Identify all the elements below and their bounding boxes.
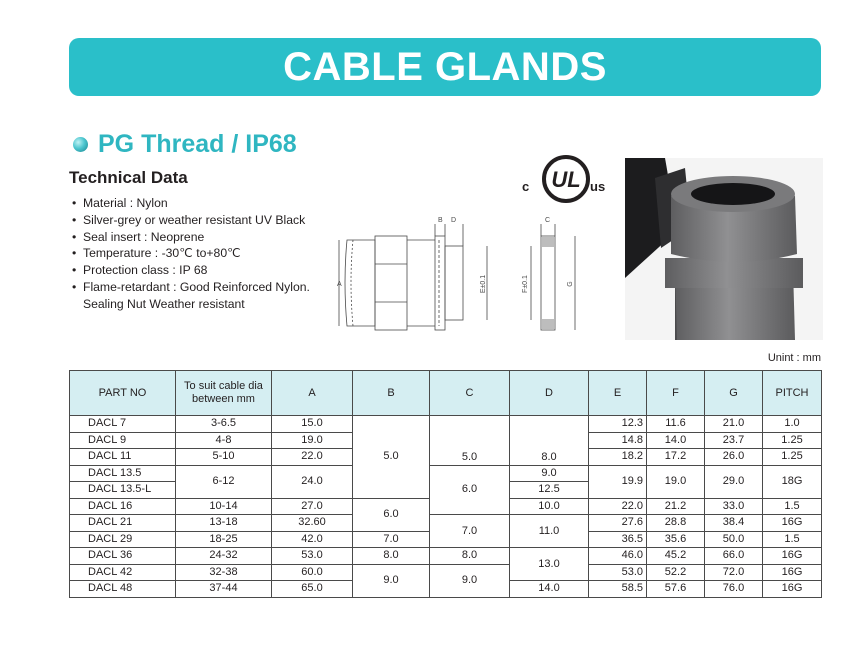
cell-a: 27.0 <box>272 498 353 515</box>
dimension-c-label: C <box>545 217 551 224</box>
bullet-icon: • <box>72 246 77 261</box>
cell-d: 10.0 <box>510 498 589 515</box>
cell-a: 22.0 <box>272 449 353 466</box>
cell-cable-dia: 6-12 <box>176 465 272 498</box>
cell-a: 24.0 <box>272 465 353 498</box>
column-header-d: D <box>510 371 589 416</box>
table-row <box>70 564 822 581</box>
dimension-table <box>69 370 822 598</box>
cell-pitch: 1.25 <box>763 432 822 449</box>
cell-b: 8.0 <box>353 548 430 565</box>
technical-data-heading: Technical Data <box>69 168 188 187</box>
cell-pitch: 1.25 <box>763 449 822 466</box>
cell-g: 76.0 <box>705 581 763 598</box>
drawing-thread-outline <box>445 246 463 320</box>
cell-g: 72.0 <box>705 564 763 581</box>
cell-part-no: DACL 9 <box>70 432 176 449</box>
cell-cable-dia: 3-6.5 <box>176 416 272 433</box>
cell-a: 53.0 <box>272 548 353 565</box>
cell-a: 15.0 <box>272 416 353 433</box>
cell-f: 21.2 <box>647 498 705 515</box>
ul-us-label: us <box>590 179 606 194</box>
table-row <box>70 515 822 532</box>
ul-c-label: c <box>522 179 530 194</box>
product-photo <box>625 158 823 340</box>
cell-f: 11.6 <box>647 416 705 433</box>
column-header-g: G <box>705 371 763 416</box>
spec-item-continuation: Sealing Nut Weather resistant <box>83 296 245 311</box>
drawing-cap-outline <box>345 240 375 326</box>
cell-d: 13.0 <box>510 548 589 581</box>
cell-d: 8.0 <box>510 416 589 466</box>
cell-a: 42.0 <box>272 531 353 548</box>
column-header-part-no: PART NO <box>70 371 176 416</box>
column-header-a: A <box>272 371 353 416</box>
cell-pitch: 1.0 <box>763 416 822 433</box>
page-title: CABLE GLANDS <box>283 45 607 89</box>
cell-g: 33.0 <box>705 498 763 515</box>
cell-a: 32.60 <box>272 515 353 532</box>
spec-item: • Silver-grey or weather resistant UV Black <box>72 212 306 227</box>
cell-part-no: DACL 16 <box>70 498 176 515</box>
cell-pitch: 16G <box>763 515 822 532</box>
column-header-b: B <box>353 371 430 416</box>
cell-c: 5.0 <box>430 416 510 466</box>
dimension-b-label: B <box>438 217 443 224</box>
photo-seal-opening <box>691 183 775 205</box>
cell-cable-dia: 10-14 <box>176 498 272 515</box>
cell-cable-dia: 32-38 <box>176 564 272 581</box>
cell-e: 36.5 <box>589 531 647 548</box>
photo-nut <box>665 258 803 288</box>
cell-cable-dia: 18-25 <box>176 531 272 548</box>
cell-b: 9.0 <box>353 564 430 597</box>
cell-g: 66.0 <box>705 548 763 565</box>
spec-item: • Material : Nylon <box>72 196 168 210</box>
cell-e: 58.5 <box>589 581 647 598</box>
cell-cable-dia: 13-18 <box>176 515 272 532</box>
cell-a: 19.0 <box>272 432 353 449</box>
bullet-icon: • <box>72 212 77 227</box>
cell-d: 9.0 <box>510 465 589 482</box>
cell-c: 7.0 <box>430 515 510 548</box>
column-header-pitch: PITCH <box>763 371 822 416</box>
cell-e: 19.9 <box>589 465 647 498</box>
dimension-a-label: A <box>337 281 342 288</box>
cell-c: 6.0 <box>430 465 510 515</box>
cell-f: 57.6 <box>647 581 705 598</box>
cell-a: 65.0 <box>272 581 353 598</box>
cell-c: 8.0 <box>430 548 510 565</box>
cell-e: 22.0 <box>589 498 647 515</box>
cell-cable-dia: 24-32 <box>176 548 272 565</box>
ul-mark: UL <box>551 167 581 192</box>
title-banner <box>69 38 821 96</box>
cell-g: 50.0 <box>705 531 763 548</box>
cell-pitch: 16G <box>763 548 822 565</box>
spec-item: • Flame-retardant : Good Reinforced Nylon. <box>72 279 310 294</box>
cell-e: 27.6 <box>589 515 647 532</box>
drawing-hatch <box>542 319 554 329</box>
dimension-e-label: E±0.1 <box>480 274 487 294</box>
cell-g: 23.7 <box>705 432 763 449</box>
cell-f: 14.0 <box>647 432 705 449</box>
table-row <box>70 416 822 433</box>
cell-cable-dia: 4-8 <box>176 432 272 449</box>
table-row <box>70 548 822 565</box>
drawing-cap-inner <box>351 240 353 326</box>
cell-part-no: DACL 21 <box>70 515 176 532</box>
cell-d: 14.0 <box>510 581 589 598</box>
ul-certification-logo <box>521 148 611 208</box>
cell-e: 46.0 <box>589 548 647 565</box>
section-bullet-icon <box>73 137 88 152</box>
cell-f: 19.0 <box>647 465 705 498</box>
cell-b: 7.0 <box>353 531 430 548</box>
table-header-row <box>70 371 822 416</box>
cell-e: 14.8 <box>589 432 647 449</box>
cell-f: 45.2 <box>647 548 705 565</box>
cell-f: 28.8 <box>647 515 705 532</box>
cell-part-no: DACL 7 <box>70 416 176 433</box>
bullet-icon: • <box>72 263 77 278</box>
column-header-f: F <box>647 371 705 416</box>
cell-e: 12.3 <box>589 416 647 433</box>
cell-part-no: DACL 48 <box>70 581 176 598</box>
drawing-nut-section <box>541 236 555 330</box>
cell-g: 21.0 <box>705 416 763 433</box>
column-header-c: C <box>430 371 510 416</box>
dimension-g-label: G <box>567 281 574 287</box>
drawing-body-outline <box>375 236 407 330</box>
cell-part-no: DACL 11 <box>70 449 176 466</box>
cell-f: 52.2 <box>647 564 705 581</box>
cell-d: 11.0 <box>510 515 589 548</box>
cell-g: 38.4 <box>705 515 763 532</box>
spec-item: • Protection class : IP 68 <box>72 263 208 278</box>
cell-part-no: DACL 13.5 <box>70 465 176 482</box>
cell-cable-dia: 5-10 <box>176 449 272 466</box>
unit-note: Unint : mm <box>767 352 821 364</box>
cell-g: 26.0 <box>705 449 763 466</box>
bullet-icon: • <box>72 196 77 210</box>
column-header-cable-dia: To suit cable dia between mm <box>176 371 272 416</box>
spec-item: • Seal insert : Neoprene <box>72 229 205 244</box>
cell-c: 9.0 <box>430 564 510 597</box>
cell-a: 60.0 <box>272 564 353 581</box>
cell-e: 53.0 <box>589 564 647 581</box>
section-title: PG Thread / IP68 <box>98 130 297 158</box>
cell-g: 29.0 <box>705 465 763 498</box>
cell-pitch: 1.5 <box>763 531 822 548</box>
cell-f: 35.6 <box>647 531 705 548</box>
cell-f: 17.2 <box>647 449 705 466</box>
cell-pitch: 16G <box>763 564 822 581</box>
spec-item: • Temperature : -30℃ to+80℃ <box>72 246 241 261</box>
drawing-nut-outline <box>435 236 445 330</box>
cell-part-no: DACL 42 <box>70 564 176 581</box>
bullet-icon: • <box>72 279 77 294</box>
technical-drawing <box>335 210 595 340</box>
cell-b: 5.0 <box>353 416 430 499</box>
table-row <box>70 465 822 482</box>
cell-cable-dia: 37-44 <box>176 581 272 598</box>
cell-part-no: DACL 36 <box>70 548 176 565</box>
cell-part-no: DACL 13.5-L <box>70 482 176 499</box>
cell-pitch: 18G <box>763 465 822 498</box>
cell-d: 12.5 <box>510 482 589 499</box>
dimension-f-label: F±0.1 <box>522 275 529 293</box>
cell-pitch: 1.5 <box>763 498 822 515</box>
dimension-d-label: D <box>451 217 457 224</box>
column-header-e: E <box>589 371 647 416</box>
drawing-hatch <box>542 237 554 247</box>
cell-part-no: DACL 29 <box>70 531 176 548</box>
cell-e: 18.2 <box>589 449 647 466</box>
cell-pitch: 16G <box>763 581 822 598</box>
technical-data-list <box>72 195 310 313</box>
bullet-icon: • <box>72 229 77 244</box>
cell-b: 6.0 <box>353 498 430 531</box>
